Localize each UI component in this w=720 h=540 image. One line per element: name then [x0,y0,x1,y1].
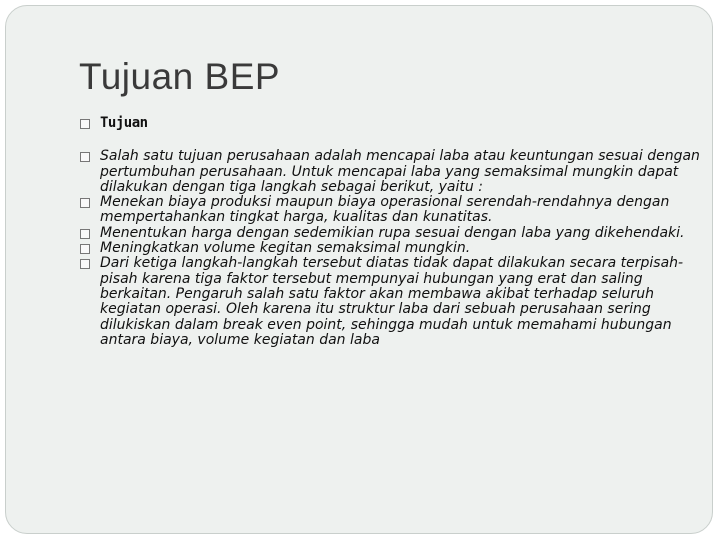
bullet-item [80,195,700,226]
bullet-item [80,226,700,241]
bullet-text: Menekan biaya produksi maupun biaya operasional serendah-rendahnya dengan mempertahankan tingkat harga, kualitas dan kunatitas. [100,194,670,226]
bullet-item [80,256,700,348]
bullet-text: Dari ketiga langkah-langkah tersebut diatas tidak dapat dilakukan secara terpisah-pisah karena tiga faktor tersebut mempunyai hubungan yang erat dan saling berkaitan. Pengaruh salah satu faktor akan membawa akibat terhadap seluruh kegiatan operasi. Oleh karena itu struktur laba dari sebuah perusahaan sering dilukiskan dalam break even point, sehingga mudah untuk memahami hubungan antara biaya, volume kegiatan dan laba [100,255,684,348]
bullet-list [80,116,700,348]
bullet-item [80,241,700,256]
bullet-marker-icon [80,229,90,239]
bullet-heading: Tujuan [100,115,148,131]
bullet-marker-icon [80,259,90,269]
bullet-text: Salah satu tujuan perusahaan adalah mencapai laba atau keuntungan sesuai dengan pertumbuhan perusahaan. Untuk mencapai laba yang semaksimal mungkin dapat dilakukan dengan tiga langkah sebagai berikut, yaitu : [100,148,700,195]
bullet-item [80,149,700,195]
slide-title: Tujuan BEP [79,56,281,97]
bullet-marker-icon [80,152,90,162]
bullet-item [80,116,700,131]
bullet-marker-icon [80,119,90,129]
bullet-text: Menentukan harga dengan sedemikian rupa sesuai dengan laba yang dikehendaki. [100,224,685,241]
bullet-text: Meningkatkan volume kegitan semaksimal mungkin. [100,240,471,257]
bullet-marker-icon [80,244,90,254]
bullet-marker-icon [80,198,90,208]
